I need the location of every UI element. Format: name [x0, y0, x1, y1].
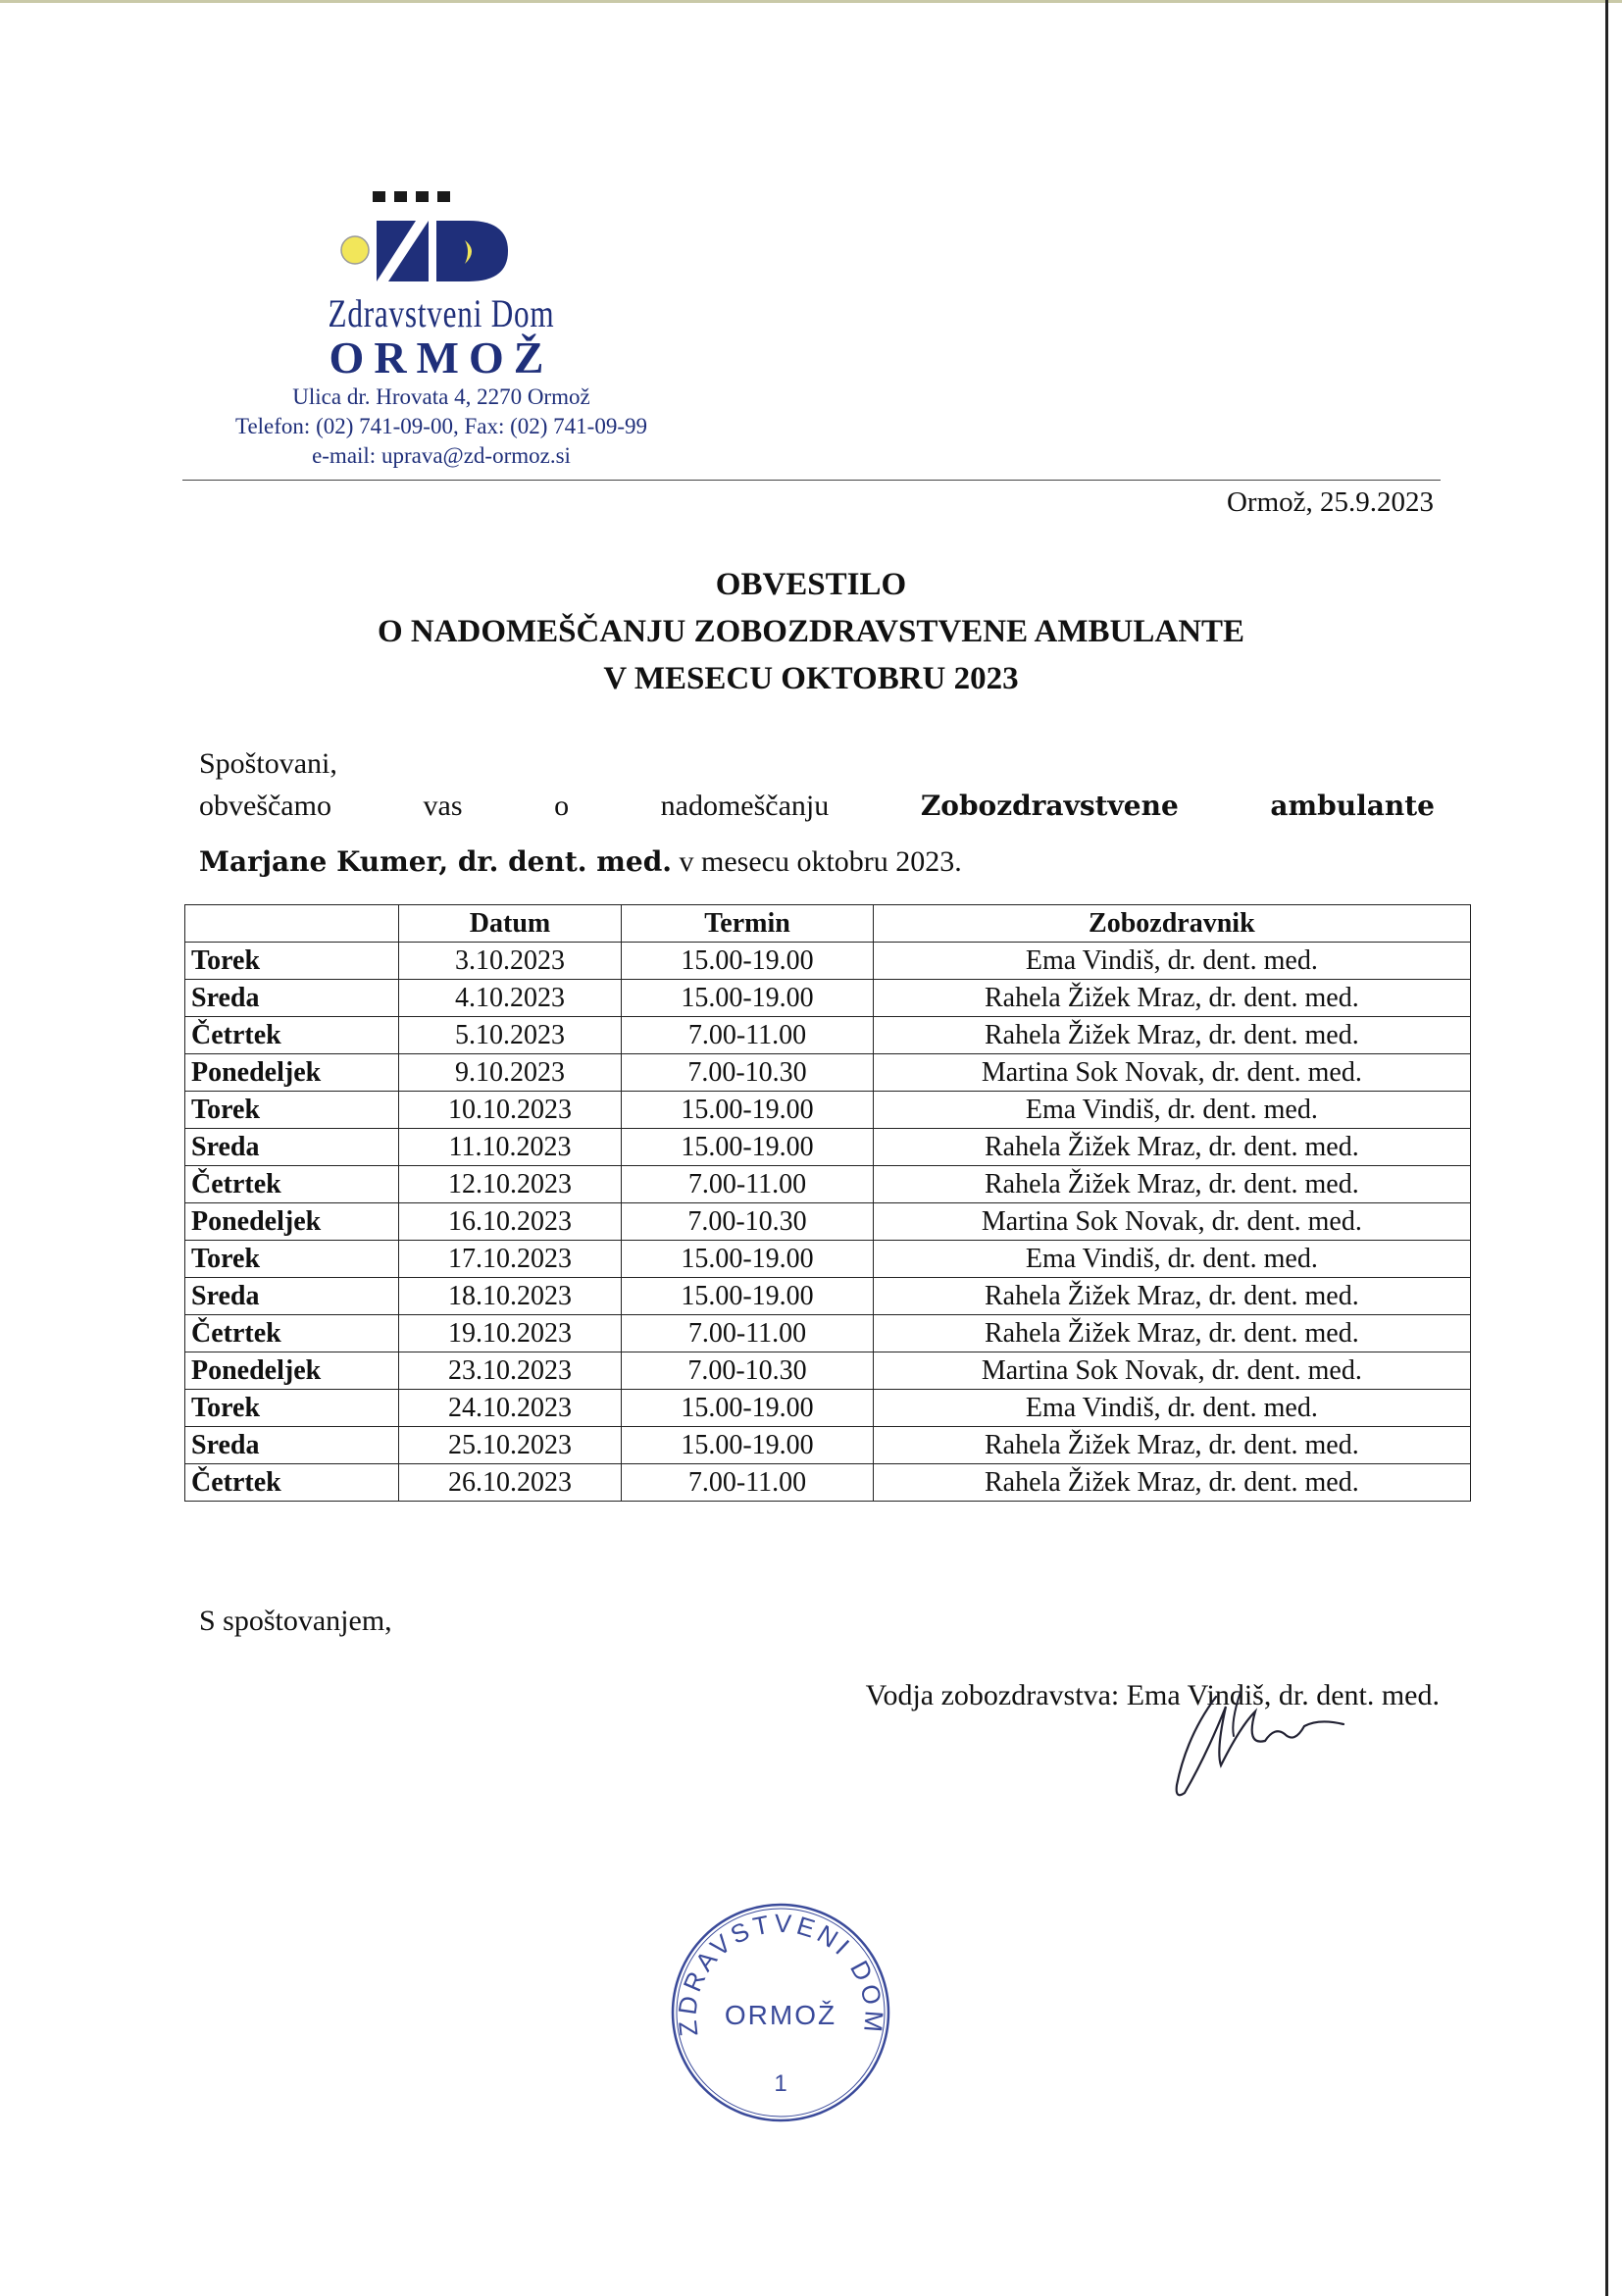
cell-time: 15.00-19.00 — [622, 1390, 873, 1427]
cell-time: 7.00-10.30 — [622, 1054, 873, 1092]
table-row — [185, 1054, 1471, 1092]
cell-time: 15.00-19.00 — [622, 1427, 873, 1464]
cell-date: 12.10.2023 — [398, 1166, 622, 1203]
cell-dentist: Martina Sok Novak, dr. dent. med. — [873, 1352, 1470, 1390]
cell-date: 23.10.2023 — [398, 1352, 622, 1390]
cell-day: Torek — [185, 1390, 399, 1427]
cell-day: Torek — [185, 1092, 399, 1129]
cell-dentist: Rahela Žižek Mraz, dr. dent. med. — [873, 1017, 1470, 1054]
closing: S spoštovanjem, — [199, 1605, 392, 1637]
cell-date: 16.10.2023 — [398, 1203, 622, 1241]
cell-time: 7.00-11.00 — [622, 1464, 873, 1502]
header-dentist: Zobozdravnik — [873, 905, 1470, 943]
official-stamp — [663, 1895, 898, 2130]
table-row — [185, 1241, 1471, 1278]
org-email: e-mail: uprava@zd-ormoz.si — [312, 443, 571, 468]
cell-dentist: Ema Vindiš, dr. dent. med. — [873, 1092, 1470, 1129]
cell-day: Torek — [185, 943, 399, 980]
cell-date: 17.10.2023 — [398, 1241, 622, 1278]
letterhead-divider — [182, 480, 1441, 481]
doctor-name: Marjane Kumer, dr. dent. med. — [199, 845, 673, 878]
handwritten-signature — [1147, 1667, 1393, 1814]
stamp-center-text: ORMOŽ — [724, 2000, 837, 2030]
intro-bold-word: ambulante — [1270, 790, 1435, 822]
cell-dentist: Martina Sok Novak, dr. dent. med. — [873, 1054, 1470, 1092]
intro-word: obveščamo — [199, 790, 331, 822]
table-row — [185, 1203, 1471, 1241]
zd-logo — [333, 181, 539, 299]
greeting: Spoštovani, — [199, 747, 337, 780]
document-date: Ormož, 25.9.2023 — [1226, 486, 1434, 518]
table-row — [185, 1352, 1471, 1390]
table-row — [185, 1390, 1471, 1427]
cell-date: 5.10.2023 — [398, 1017, 622, 1054]
cell-dentist: Rahela Žižek Mraz, dr. dent. med. — [873, 1315, 1470, 1352]
cell-day: Sreda — [185, 1129, 399, 1166]
cell-time: 7.00-10.30 — [622, 1203, 873, 1241]
org-city: ORMOŽ — [329, 332, 554, 383]
intro-bold-word: Zobozdravstvene — [920, 790, 1179, 822]
table-row — [185, 1017, 1471, 1054]
cell-date: 26.10.2023 — [398, 1464, 622, 1502]
document-subtitle-1: O NADOMEŠČANJU ZOBOZDRAVSTVENE AMBULANTE — [377, 614, 1245, 649]
scan-edge-top — [0, 0, 1622, 3]
cell-date: 18.10.2023 — [398, 1278, 622, 1315]
cell-time: 15.00-19.00 — [622, 943, 873, 980]
cell-time: 15.00-19.00 — [622, 1241, 873, 1278]
cell-dentist: Ema Vindiš, dr. dent. med. — [873, 1241, 1470, 1278]
cell-dentist: Rahela Žižek Mraz, dr. dent. med. — [873, 1427, 1470, 1464]
cell-day: Ponedeljek — [185, 1352, 399, 1390]
cell-day: Četrtek — [185, 1017, 399, 1054]
cell-dentist: Ema Vindiš, dr. dent. med. — [873, 1390, 1470, 1427]
cell-time: 7.00-10.30 — [622, 1352, 873, 1390]
cell-dentist: Ema Vindiš, dr. dent. med. — [873, 943, 1470, 980]
org-address: Ulica dr. Hrovata 4, 2270 Ormož — [292, 384, 590, 409]
cell-date: 9.10.2023 — [398, 1054, 622, 1092]
intro-line-1 — [199, 790, 1435, 823]
schedule-table — [184, 904, 1471, 1502]
table-row — [185, 1092, 1471, 1129]
cell-date: 4.10.2023 — [398, 980, 622, 1017]
cell-dentist: Rahela Žižek Mraz, dr. dent. med. — [873, 1464, 1470, 1502]
document-title: OBVESTILO — [715, 567, 907, 602]
stamp-arc-text: ZDRAVSTVENI DOM — [672, 1908, 889, 2038]
cell-date: 3.10.2023 — [398, 943, 622, 980]
signer-line: Vodja zobozdravstva: Ema Vindiš, dr. dent. med. — [865, 1679, 1440, 1711]
cell-dentist: Rahela Žižek Mraz, dr. dent. med. — [873, 1166, 1470, 1203]
cell-day: Četrtek — [185, 1315, 399, 1352]
cell-time: 7.00-11.00 — [622, 1166, 873, 1203]
header-time: Termin — [622, 905, 873, 943]
schedule-body — [185, 943, 1471, 1502]
scan-edge-right — [1605, 0, 1608, 2296]
document-subtitle-2: V MESECU OKTOBRU 2023 — [603, 661, 1019, 696]
table-row — [185, 1129, 1471, 1166]
cell-date: 24.10.2023 — [398, 1390, 622, 1427]
header-day — [185, 905, 399, 943]
cell-date: 19.10.2023 — [398, 1315, 622, 1352]
intro-word: nadomeščanju — [660, 790, 830, 822]
intro-line-2 — [199, 845, 962, 879]
cell-time: 15.00-19.00 — [622, 980, 873, 1017]
table-row — [185, 980, 1471, 1017]
intro-word: vas — [423, 790, 463, 822]
cell-day: Četrtek — [185, 1166, 399, 1203]
cell-time: 15.00-19.00 — [622, 1092, 873, 1129]
org-phone: Telefon: (02) 741-09-00, Fax: (02) 741-09-99 — [235, 414, 647, 438]
cell-day: Sreda — [185, 1278, 399, 1315]
cell-time: 7.00-11.00 — [622, 1315, 873, 1352]
cell-day: Sreda — [185, 1427, 399, 1464]
cell-day: Ponedeljek — [185, 1054, 399, 1092]
cell-day: Ponedeljek — [185, 1203, 399, 1241]
table-row — [185, 1166, 1471, 1203]
intro-word: o — [554, 790, 570, 822]
cell-date: 25.10.2023 — [398, 1427, 622, 1464]
table-row — [185, 943, 1471, 980]
cell-dentist: Rahela Žižek Mraz, dr. dent. med. — [873, 1278, 1470, 1315]
cell-dentist: Rahela Žižek Mraz, dr. dent. med. — [873, 980, 1470, 1017]
header-date: Datum — [398, 905, 622, 943]
cell-time: 15.00-19.00 — [622, 1278, 873, 1315]
cell-time: 7.00-11.00 — [622, 1017, 873, 1054]
cell-dentist: Rahela Žižek Mraz, dr. dent. med. — [873, 1129, 1470, 1166]
table-header-row — [185, 905, 1471, 943]
cell-time: 15.00-19.00 — [622, 1129, 873, 1166]
table-row — [185, 1278, 1471, 1315]
org-name: Zdravstveni Dom — [328, 291, 555, 335]
intro-rest: v mesecu oktobru 2023. — [672, 845, 962, 878]
cell-dentist: Martina Sok Novak, dr. dent. med. — [873, 1203, 1470, 1241]
cell-date: 10.10.2023 — [398, 1092, 622, 1129]
table-row — [185, 1464, 1471, 1502]
table-row — [185, 1315, 1471, 1352]
cell-day: Četrtek — [185, 1464, 399, 1502]
table-row — [185, 1427, 1471, 1464]
stamp-number: 1 — [774, 2070, 787, 2097]
cell-day: Sreda — [185, 980, 399, 1017]
cell-day: Torek — [185, 1241, 399, 1278]
cell-date: 11.10.2023 — [398, 1129, 622, 1166]
